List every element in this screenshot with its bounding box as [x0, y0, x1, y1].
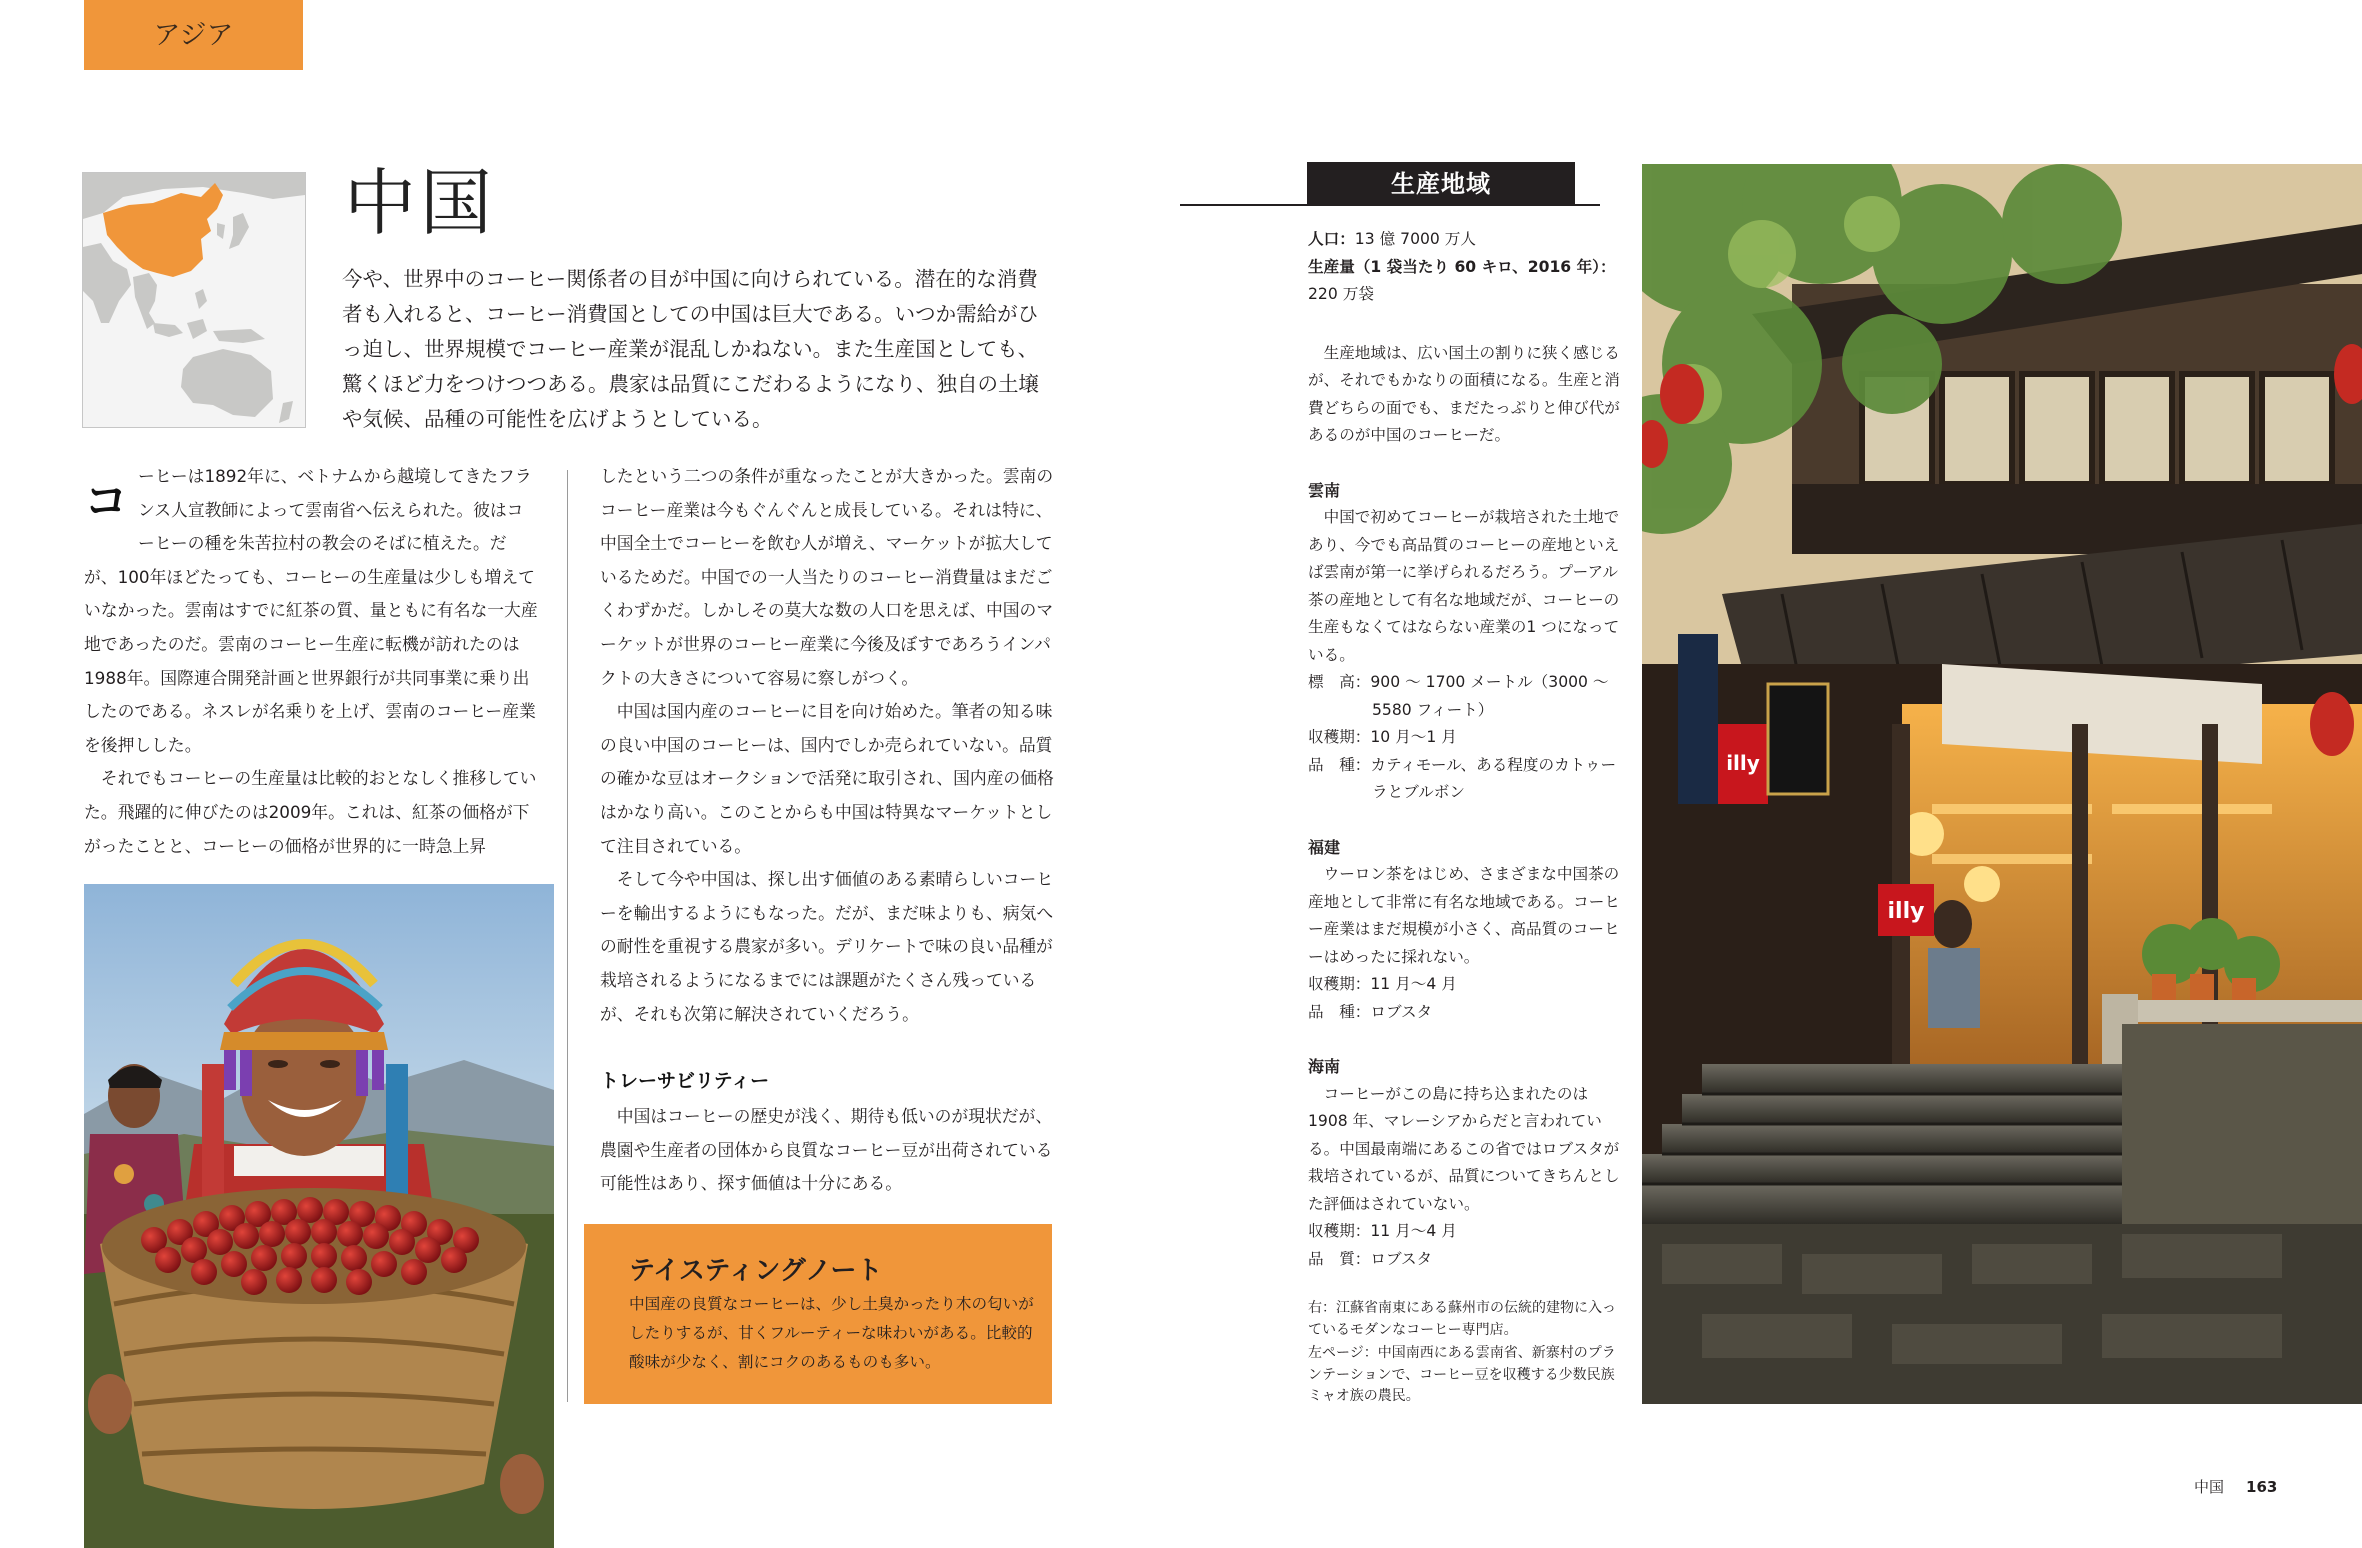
heading-rule: [1180, 204, 1600, 206]
region-text: ウーロン茶をはじめ、さまざまな中国茶の産地として非常に有名な地域である。コーヒー産業はまだ規模が小さく、高品質のコーヒーはめったに採れない。: [1308, 865, 1620, 966]
intro-paragraph: 今や、世界中のコーヒー関係者の目が中国に向けられている。潜在的な消費者も入れると、コーヒー消費国としての中国は巨大である。いつか需給がひっ迫し、世界規模でコーヒー産業が混乱しかねない。また生産国としても、驚くほど力をつけつつある。農家は品質にこだわるようになり、独自の土壌や気候、品種の可能性を広げようとしている。: [342, 267, 1039, 431]
region-label: アジア: [153, 20, 234, 51]
region-name: 海南: [1308, 1057, 1341, 1076]
production-value: 220 万袋: [1308, 285, 1374, 303]
tasting-note-text: 中国産の良質なコーヒーは、少し土臭かったり木の匂いがしたりするが、甘くフルーティーな味わいがある。比較的酸味が少なく、割にコクのあるものも多い。: [629, 1295, 1034, 1371]
tasting-note-title: テイスティングノート: [629, 1256, 883, 1286]
body-paragraph: したという二つの条件が重なったことが大きかった。雲南のコーヒー産業は今もぐんぐんと成長している。それは特に、中国全土でコーヒーを飲む人が増え、マーケットが拡大しているためだ。中国での一人当たりのコーヒー消費量はまだごくわずかだ。しかしその莫大な数の人口を思えば、中国のマーケットが世界のコーヒー産業に今後及ぼすであろうインパクトの大きさについて容易に察しがつく。: [600, 466, 1054, 688]
altitude-value-cont: 5580 フィート）: [1372, 700, 1494, 719]
column-divider: [567, 470, 568, 1402]
body-paragraph: ーヒーは1892年に、ベトナムから越境してきたフランス人宣教師によって雲南省へ伝えられた。彼はコーヒーの種を朱苦拉村の教会のそばに植えた。だが、100年ほどたっても、コーヒーの生産量は少しも増えていなかった。雲南はすでに紅茶の質、量ともに有名な一大産地であったのだ。雲南のコーヒー生産に転機が訪れたのは1988年。国際連合開発計画と世界銀行が共同事業に乗り出したのである。ネスレが名乗りを上げ、雲南のコーヒー産業を後押しした。: [84, 466, 538, 755]
page-footer: [2194, 1476, 2277, 1497]
country-title: 中国: [344, 161, 497, 245]
tasting-note-box: [584, 1224, 1052, 1404]
traceability-heading: トレーサビリティー: [600, 1070, 770, 1092]
map-graphic: [83, 173, 305, 427]
harvest-value: 11 月〜4 月: [1370, 1222, 1457, 1240]
overview-text: 生産地域は、広い国土の割りに狭く感じるが、それでもかなりの面積になる。生産と消費どちらの面でも、まだたっぷりと伸び代があるのが中国のコーヒーだ。: [1308, 343, 1620, 444]
locator-map: [82, 172, 306, 428]
variety-label: 品 種：: [1308, 1002, 1371, 1021]
variety-label: 品 種：: [1308, 755, 1371, 774]
population-label: 人口：: [1308, 230, 1355, 248]
region-tab: [84, 0, 303, 70]
photo-captions: [1308, 1298, 1618, 1410]
production-label: 生産量（1 袋当たり 60 キロ、2016 年）：: [1308, 257, 1616, 276]
harvest-label: 収穫期：: [1308, 1222, 1371, 1240]
farmer-photo-graphic: [84, 884, 554, 1548]
region-text: 中国で初めてコーヒーが栽培された土地であり、今でも高品質のコーヒーの産地といえば雲南が第一に挙げられるだろう。プーアル茶の産地として有名な地域だが、コーヒーの生産もなくてはならない産業の1 つになっている。: [1308, 508, 1620, 664]
variety-value: ロブスタ: [1370, 1002, 1433, 1021]
body-paragraph: そして今や中国は、探し出す価値のある素晴らしいコーヒーを輸出するようにもなった。だが、まだ味よりも、病気への耐性を重視する農家が多い。デリケートで味の良い品種が栽培されるようになるまでには課題がたくさん残っているが、それも次第に解決されていくだろう。: [600, 869, 1054, 1024]
body-column-2: [600, 460, 1054, 1031]
illy-sign-text: illy: [1887, 899, 1925, 924]
variety-label: 品 質：: [1308, 1249, 1371, 1268]
harvest-value: 10 月〜1 月: [1370, 728, 1457, 746]
body-paragraph: 中国は国内産のコーヒーに目を向け始めた。筆者の知る味の良い中国のコーヒーは、国内でしか売られていない。品質の確かな豆はオークションで活発に取引され、国内産の価格はかなり高い。このことからも中国は特異なマーケットとして注目されている。: [600, 701, 1054, 856]
harvest-label: 収穫期：: [1308, 728, 1371, 746]
altitude-value: 900 〜 1700 メートル（3000 〜: [1370, 673, 1609, 691]
drop-cap: コ: [84, 476, 128, 527]
folio-section: 中国: [2194, 1478, 2225, 1496]
farmer-photo: [84, 884, 554, 1548]
production-region-heading: 生産地域: [1307, 162, 1575, 204]
shop-sign: [1678, 634, 1718, 804]
production-sidebar: [1308, 226, 1620, 1273]
harvest-value: 11 月〜4 月: [1370, 975, 1457, 993]
harvest-label: 収穫期：: [1308, 975, 1371, 993]
coffee-shop-photo: [1642, 164, 2362, 1404]
region-name: 雲南: [1308, 480, 1341, 500]
variety-value: カティモール、ある程度のカトゥー: [1370, 755, 1617, 774]
body-paragraph: 中国はコーヒーの歴史が浅く、期待も低いのが現状だが、農園や生産者の団体から良質なコーヒー豆が出荷されている可能性はあり、探す価値は十分にある。: [600, 1106, 1053, 1194]
variety-value-cont: ラとブルボン: [1372, 783, 1465, 801]
espresso-sign: [1768, 684, 1828, 794]
body-paragraph: それでもコーヒーの生産量は比較的おとなしく推移していた。飛躍的に伸びたのは2009年。これは、紅茶の価格が下がったことと、コーヒーの価格が世界的に一時急上昇: [84, 768, 537, 856]
altitude-label: 標 高：: [1308, 673, 1371, 691]
page-number: 163: [2246, 1478, 2278, 1496]
coffee-shop-photo-graphic: [1642, 164, 2362, 1404]
population-value: 13 億 7000 万人: [1354, 230, 1476, 248]
caption-left: 左ページ：中国南西にある雲南省、新寨村のプランテーションで、コーヒー豆を収穫する少数民族ミャオ族の農民。: [1308, 1345, 1616, 1404]
variety-value: ロブスタ: [1370, 1249, 1433, 1268]
caption-right: 右：江蘇省南東にある蘇州市の伝統的建物に入っているモダンなコーヒー専門店。: [1308, 1300, 1616, 1338]
body-column-1: [84, 460, 538, 863]
traceability-text: [600, 1100, 1054, 1201]
region-name: 福建: [1308, 837, 1341, 857]
illy-sign-text: illy: [1726, 751, 1760, 775]
region-text: コーヒーがこの島に持ち込まれたのは1908 年、マレーシアからだと言われている。中国最南端にあるこの省ではロブスタが栽培されているが、品質についてきちんとした評価はされていない。: [1308, 1084, 1620, 1213]
